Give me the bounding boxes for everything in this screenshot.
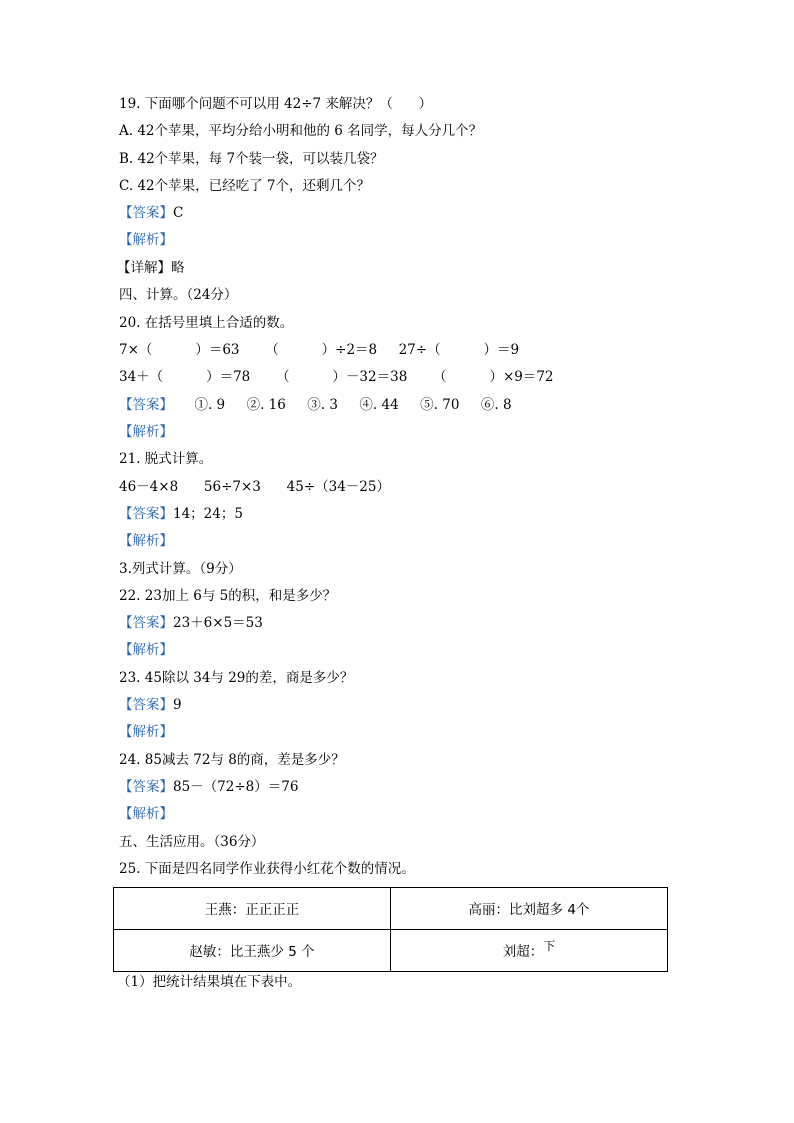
liu-label: 刘超：: [502, 944, 544, 961]
detail-tag: 【详解】: [117, 260, 171, 276]
q22-analysis-tag: 【解析】: [119, 642, 173, 658]
table-cell-gao: 高丽：比刘超多 4个: [391, 887, 668, 930]
q23-answer: [119, 696, 182, 714]
section-3-heading: 3.列式计算。（9分）: [119, 561, 242, 577]
answer-text: C: [173, 205, 184, 221]
q21-answer: [119, 505, 243, 523]
q19-answer: [119, 204, 183, 222]
q25-sub-1: （1）把统计结果填在下表中。: [117, 974, 302, 990]
answer-tag: 【答案】: [119, 697, 173, 713]
answer-text: 14；24；5: [173, 506, 243, 522]
q25-stem: 25. 下面是四名同学作业获得小红花个数的情况。: [119, 861, 415, 877]
q24-stem: 24. 85减去 72与 8的商，差是多少？: [119, 752, 345, 768]
table-cell-liu: [391, 930, 668, 973]
answer-text: 23＋6×5＝53: [173, 615, 263, 631]
q20-analysis-tag: 【解析】: [119, 424, 173, 440]
answer-tag: 【答案】: [119, 506, 173, 522]
liu-tally: 下: [543, 938, 556, 953]
answer-text: 9: [173, 697, 182, 713]
q20-row-2: 34＋（ ）＝78 （ ）－32＝38 （ ）×9＝72: [119, 369, 554, 385]
q20-stem: 20. 在括号里填上合适的数。: [119, 315, 294, 331]
q19-option-c: C. 42个苹果，已经吃了 7个，还剩几个？: [119, 178, 370, 194]
table-cell-wang: 王燕：正正正正: [113, 887, 391, 930]
q20-answer: [119, 396, 512, 414]
answer-tag: 【答案】: [119, 779, 173, 795]
table-cell-zhao: 赵敏：比王燕少 5 个: [113, 930, 391, 973]
answer-text: 85－（72÷8）＝76: [173, 779, 299, 795]
q19-stem: 19. 下面哪个问题不可以用 42÷7 来解决？（ ）: [119, 96, 433, 112]
q24-answer: [119, 778, 298, 796]
section-4-heading: 四、计算。（24分）: [119, 287, 238, 303]
q21-analysis-tag: 【解析】: [119, 533, 173, 549]
answer-text: ①. 9 ②. 16 ③. 3 ④. 44 ⑤. 70 ⑥. 8: [173, 397, 512, 413]
q19-detail: [117, 259, 185, 277]
q23-analysis-tag: 【解析】: [119, 724, 173, 740]
detail-text: 略: [171, 260, 185, 276]
q22-answer: [119, 614, 263, 632]
answer-tag: 【答案】: [119, 397, 173, 413]
q20-row-1: 7×（ ）＝63 （ ）÷2＝8 27÷（ ）＝9: [119, 342, 520, 358]
q21-expressions: 46－4×8 56÷7×3 45÷（34－25）: [119, 479, 390, 495]
q24-analysis-tag: 【解析】: [119, 806, 173, 822]
q25-table: [113, 887, 668, 972]
q21-stem: 21. 脱式计算。: [119, 451, 213, 467]
answer-tag: 【答案】: [119, 615, 173, 631]
section-5-heading: 五、生活应用。（36分）: [119, 834, 265, 850]
table-row: [113, 930, 668, 973]
q19-option-b: B. 42个苹果，每 7个装一袋，可以装几袋？: [119, 151, 384, 167]
q23-stem: 23. 45除以 34与 29的差，商是多少？: [119, 670, 354, 686]
answer-tag: 【答案】: [119, 205, 173, 221]
q19-analysis-tag: 【解析】: [119, 232, 173, 248]
q22-stem: 22. 23加上 6与 5的积，和是多少？: [119, 588, 337, 604]
table-row: [113, 887, 668, 930]
q19-option-a: A. 42个苹果，平均分给小明和他的 6 名同学，每人分几个？: [119, 123, 483, 139]
